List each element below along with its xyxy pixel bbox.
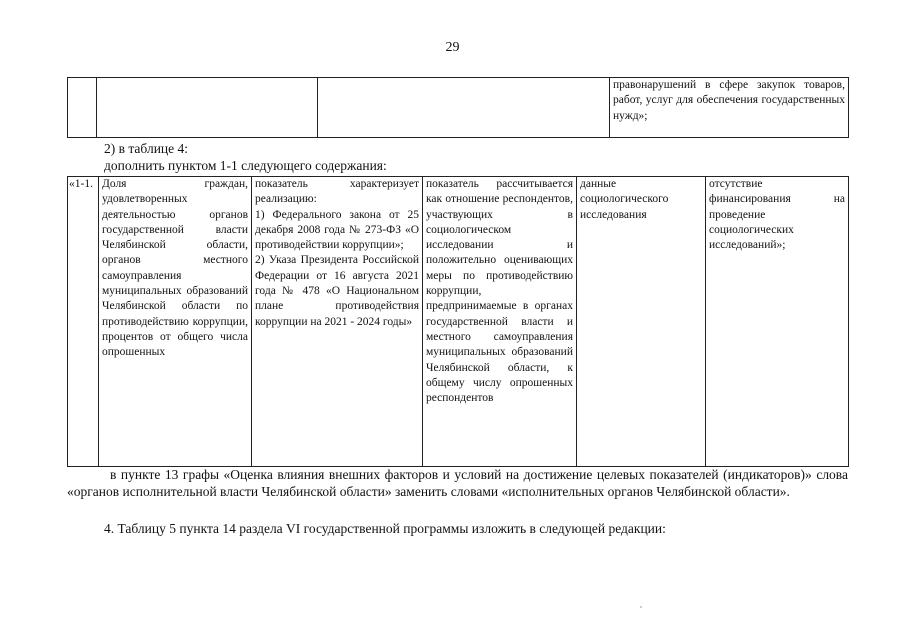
table-cell: правонарушений в сфере закупок товаров, работ, услуг для обеспечения государственных нужд»; [610,78,849,138]
table-cell [318,78,610,138]
paragraph-table4: 2) в таблице 4: [104,141,189,156]
risk-note: отсутствие финансирования на проведение социологических исследований»; [706,177,849,467]
indicator-basis [252,177,423,467]
scan-speck [640,606,642,608]
basis-presidential-decree: 2) Указа Президента Российской Федерации от 16 августа 2021 года № 478 «О Национальном плане противодействия коррупции на 2021 - 2024 годы» [255,254,419,328]
indicator-table [67,176,849,467]
page-number: 29 [445,40,460,55]
indicator-name: Доля граждан, удовлетворенных деятельностью органов государственной власти Челябинской области, органов местного самоуправления муниципальных образований Челябинской области по противодействию коррупции, процентов от общего числа опрошенных [99,177,252,467]
table-row [68,177,849,467]
table-cell [68,78,97,138]
paragraph-item13: в пункте 13 графы «Оценка влияния внешних факторов и условий на достижение целевых показателей (индикаторов)» слова «органов исполнительной власти Челябинской области» заменить словами «исполнительных органов Челябинской области». [67,467,848,499]
previous-table-fragment [67,77,849,138]
table-row [68,78,849,138]
table-cell [97,78,318,138]
basis-federal-law: 1) Федерального закона от 25 декабря 2008 года № 273-ФЗ «О противодействии коррупции»; [255,208,419,252]
calculation-method: показатель рассчитывается как отношение респондентов, участвующих в социологическом исследовании и положительно оценивающих меры по противодействию коррупции, предпринимаемые в органах государственной власти и местного самоуправления муниципальных образований Челябинской области, к общему числу опрошенных респондентов [423,177,577,467]
data-source: данные социологического исследования [577,177,706,467]
paragraph-add-item: дополнить пунктом 1-1 следующего содержания: [104,158,387,173]
item-number: «1-1. [68,177,99,467]
basis-intro: показатель характеризует реализацию: [255,178,419,206]
paragraph-table5: 4. Таблицу 5 пункта 14 раздела VI государственной программы изложить в следующей редакции: [104,521,666,536]
